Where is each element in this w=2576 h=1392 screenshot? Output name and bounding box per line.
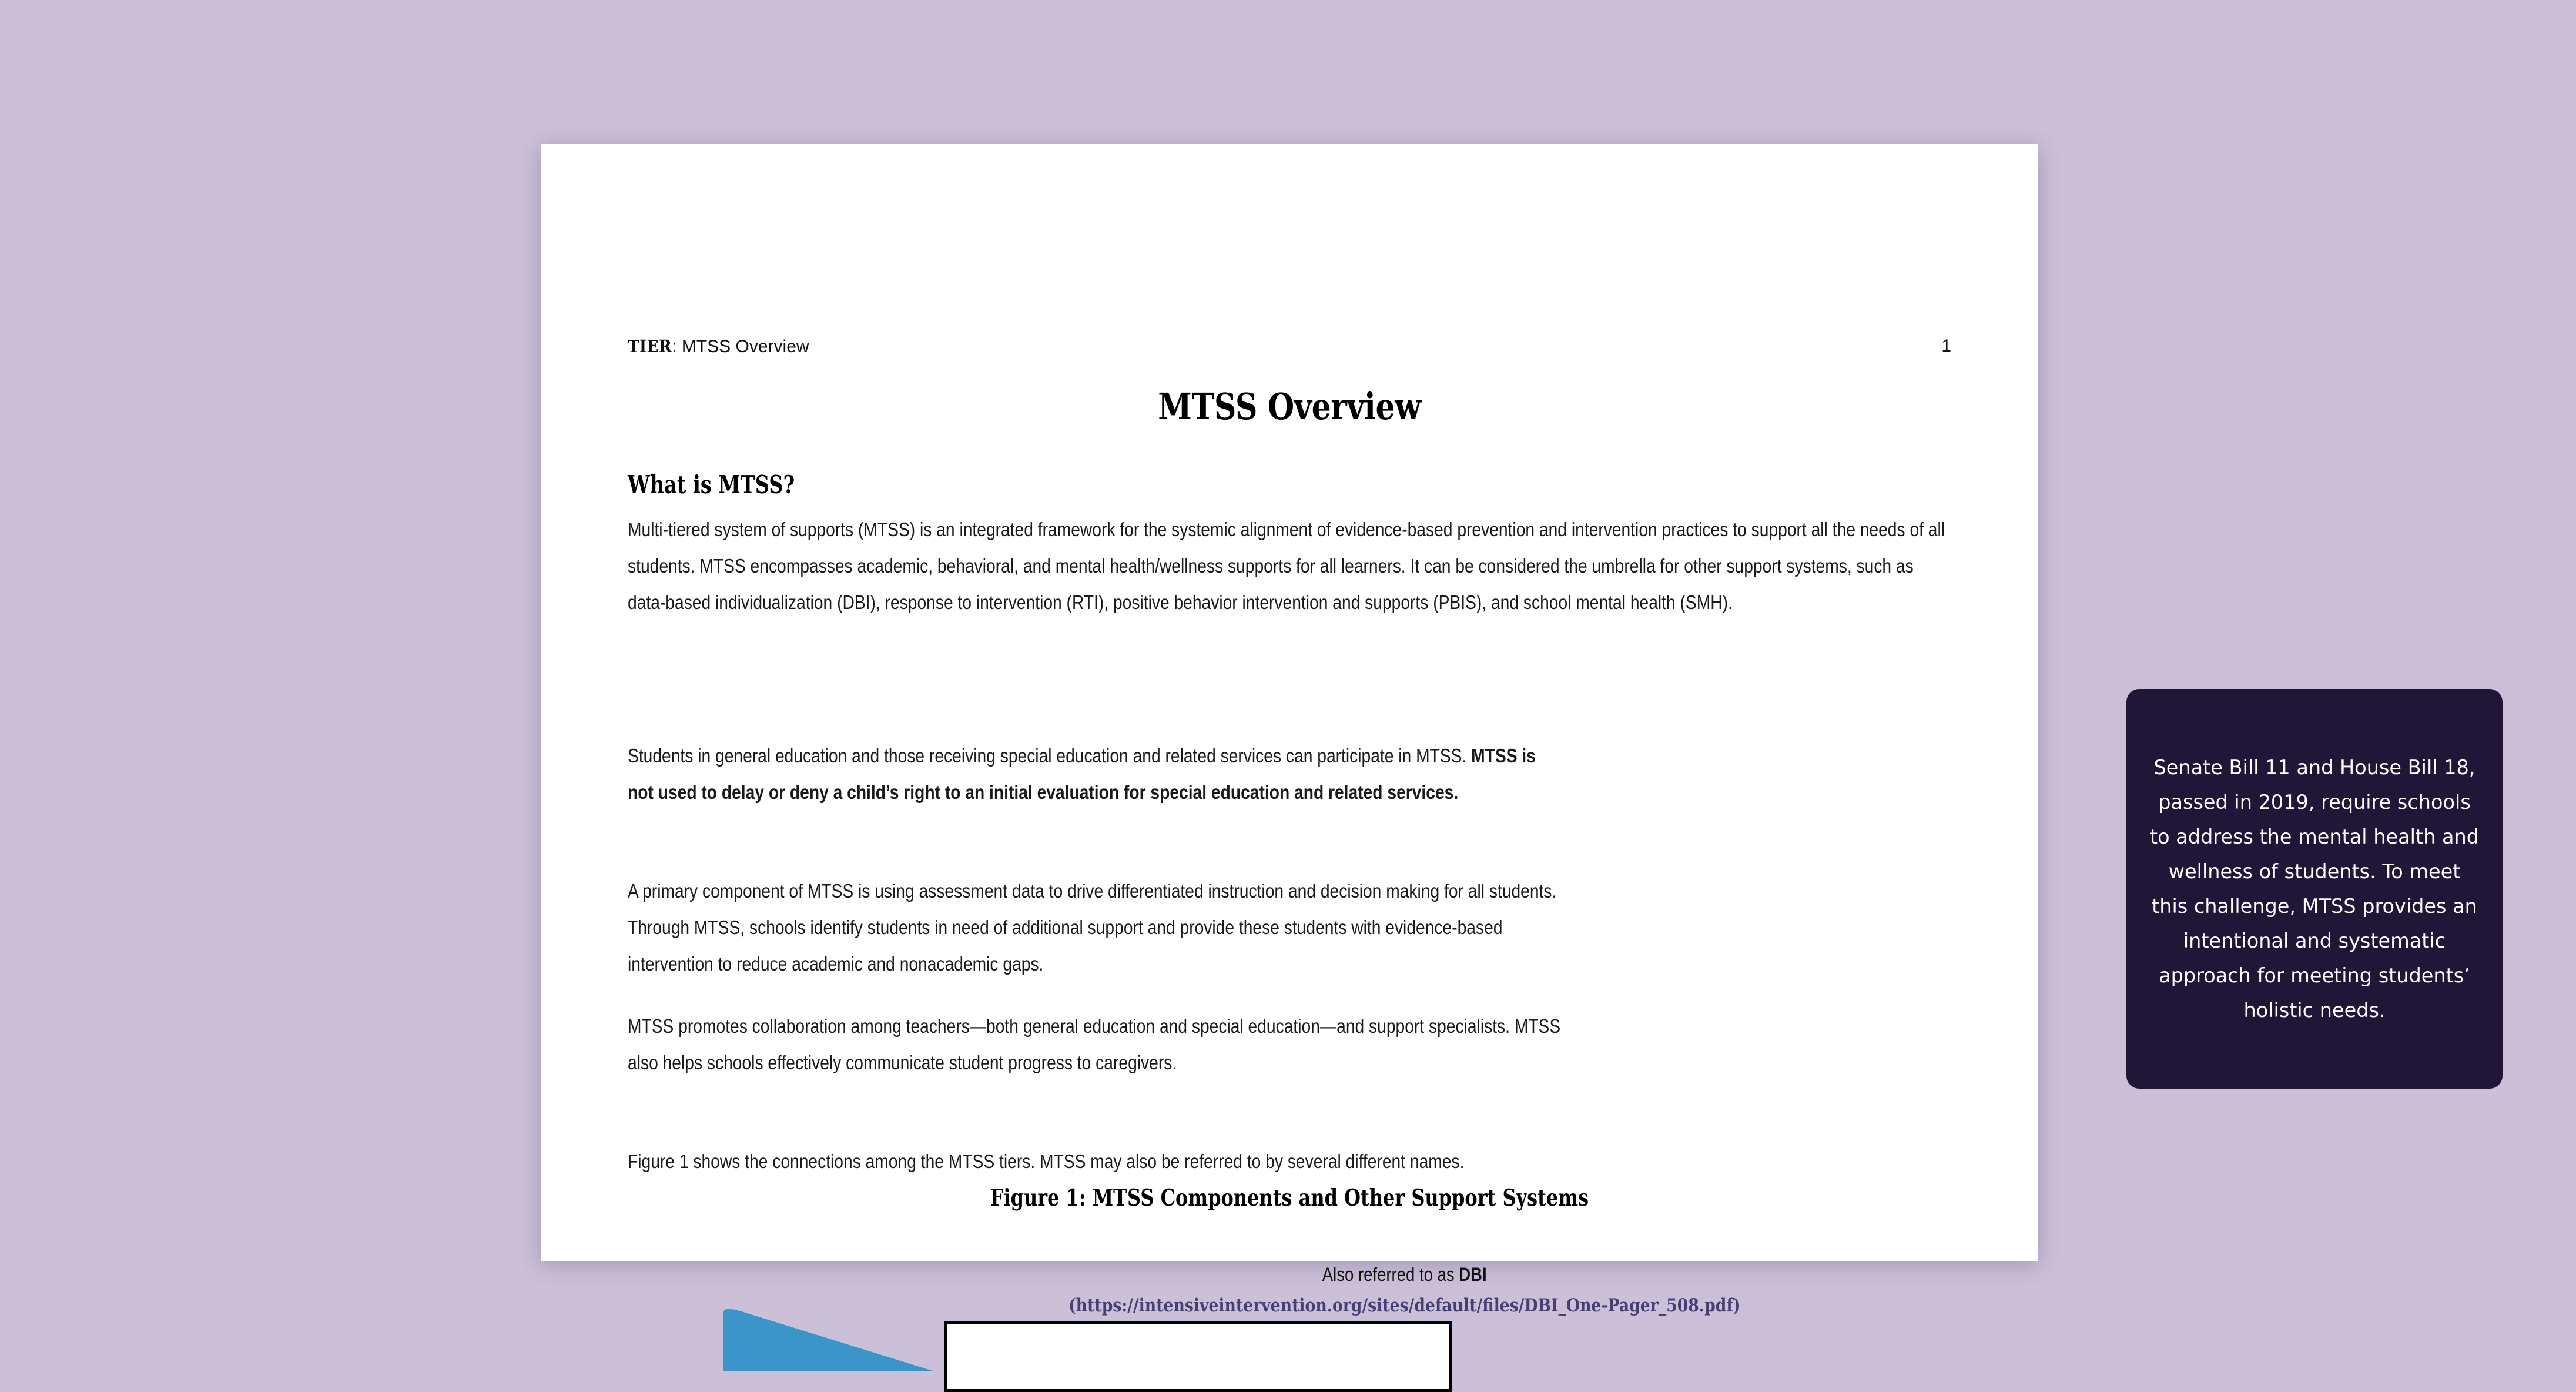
paragraph-collaboration: MTSS promotes collaboration among teachers—both general education and special education—and support specialists. MTSS also helps schools effectively communicate student progress to caregivers. (628, 1015, 1561, 1073)
figure-link-dbi-one-pager[interactable] (905, 1295, 1904, 1316)
figure-label-dbi-prefix: Also referred to as (1322, 1264, 1459, 1285)
figure-content-box (944, 1321, 1452, 1392)
paragraph-definition: Multi-tiered system of supports (MTSS) is an integrated framework for the systemic alignment of evidence-based prevention and intervention practices to support all the needs of all students. MTSS encompasses academic, behavioral, and mental health/wellness supports for all learners. It can be considered the umbrella for other support systems, such as data-based individualization (DBI), response to intervention (RTI), positive behavior intervention and supports (PBIS), and school mental health (SMH). (628, 518, 1945, 613)
figure-label-dbi (1023, 1264, 1787, 1286)
paragraph-participation-emphasis: MTSS is not used to delay or deny a child’s right to an initial evaluation for special education and related services. (628, 745, 1536, 803)
paragraph-assessment-data: A primary component of MTSS is using assessment data to drive differentiated instruction and decision making for all students. Through MTSS, schools identify students in need of additional support and provide these students with evidence-based intervention to reduce academic and nonacademic gaps. (628, 880, 1557, 975)
figure-1 (541, 1226, 2038, 1343)
document-page (541, 144, 2479, 1316)
running-head-subject: : MTSS Overview (672, 337, 809, 356)
figure-link-dbi-one-pager-text: (https://intensiveintervention.org/sites/default/files/DBI_One-Pager_508.pdf) (1068, 1295, 1741, 1316)
callout-box-text: Senate Bill 11 and House Bill 18, passed in 2019, require schools to address the mental health and wellness of students. To meet this challenge, MTSS provides an intentional and systematic approach for meeting students’ holistic needs. (2150, 756, 2479, 1022)
pyramid-apex-triangle-svg (723, 1307, 934, 1371)
running-head-title (628, 336, 809, 357)
running-head-tier-label: TIER (628, 336, 672, 356)
figure-caption (628, 1184, 1951, 1212)
page-number: 1 (1941, 336, 1951, 356)
callout-box-legislation (2126, 689, 2503, 1089)
paragraph-figure-intro: Figure 1 shows the connections among the MTSS tiers. MTSS may also be referred to by several different names. (628, 1150, 1465, 1172)
paragraph-participation-normal: Students in general education and those receiving special education and related services can participate in MTSS. (628, 745, 1472, 767)
page-title: MTSS Overview (1158, 385, 1421, 428)
figure-label-dbi-inner (1322, 1264, 1487, 1286)
figure-label-dbi-term: DBI (1459, 1264, 1487, 1285)
paragraph-participation (628, 738, 1562, 811)
figure-caption-text: Figure 1: MTSS Components and Other Support Systems (990, 1184, 1589, 1212)
section-heading-what-is-mtss: What is MTSS? (628, 470, 795, 499)
running-head (628, 336, 1951, 360)
